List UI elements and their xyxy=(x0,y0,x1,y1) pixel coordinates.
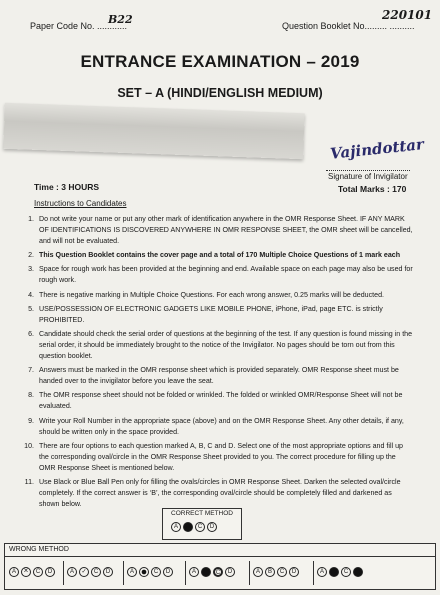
instruction-number: 3. xyxy=(28,265,34,274)
bubble-b-partial xyxy=(139,567,149,577)
seal-strip xyxy=(3,103,304,159)
bubble-c: C xyxy=(277,567,287,577)
divider xyxy=(5,556,435,557)
bubble-b-filled xyxy=(201,567,211,577)
question-booklet-label: Question Booklet No......... .......... xyxy=(282,21,415,31)
bubble-d: D xyxy=(289,567,299,577)
correct-method-box xyxy=(162,508,242,540)
wrong-method-label: WRONG METHOD xyxy=(9,546,69,553)
instruction-text: USE/POSSESSION OF ELECTRONIC GADGETS LIKE MOBILE PHONE, iPhone, iPad, page ETC. is strictly PROHIBITED. xyxy=(39,304,383,324)
bubble-a: A xyxy=(9,567,19,577)
bubble-d: D xyxy=(207,522,217,532)
instruction-number: 2. xyxy=(28,251,34,260)
bubble-a: A xyxy=(253,567,263,577)
exam-duration: Time : 3 HOURS xyxy=(34,182,100,192)
instruction-number: 1. xyxy=(28,215,34,223)
instruction-item xyxy=(18,365,414,387)
instruction-text: There are four options to each question marked A, B, C and D. Select one of the most appropriate options and fill up the corresponding oval/circle in the OMR Response Sheet provided to you. The correct procedure for filling up the OMR Response Sheet is mentioned below. xyxy=(39,441,403,472)
bubble-c: C xyxy=(91,567,101,577)
bubble-c: C xyxy=(341,567,351,577)
instruction-text: This Question Booklet contains the cover page and a total of 170 Multiple Choice Questions of 1 mark each xyxy=(39,251,401,260)
instruction-number: 4. xyxy=(28,290,34,299)
paper-code-value: B22 xyxy=(108,13,133,26)
correct-method-bubbles xyxy=(171,522,217,532)
bubble-b: B xyxy=(265,567,275,577)
bubble-a: A xyxy=(67,567,77,577)
instruction-item xyxy=(18,477,414,510)
bubble-d: D xyxy=(163,567,173,577)
paper-code-field xyxy=(30,13,133,31)
instruction-item xyxy=(18,290,414,301)
wrong-example-light xyxy=(249,561,314,585)
instruction-number: 8. xyxy=(28,391,34,400)
bubble-b-ticked: ✓ xyxy=(79,567,89,577)
instruction-number: 6. xyxy=(28,329,34,338)
question-booklet-value: 220101 xyxy=(382,8,433,22)
instruction-item xyxy=(18,304,414,326)
bubble-d: D xyxy=(45,567,55,577)
instruction-item xyxy=(18,390,414,412)
bubble-b-filled: B xyxy=(183,522,193,532)
instruction-item xyxy=(18,416,414,438)
instruction-item xyxy=(18,329,414,362)
instruction-text: Write your Roll Number in the appropriate space (above) and on the OMR Response Sheet. Any other details, if any, should be written only in the space provided. xyxy=(39,416,404,436)
instruction-text: Space for rough work has been provided at the beginning and end. Available space on each page may also be used for rough work. xyxy=(39,265,413,285)
bubble-c: C xyxy=(195,522,205,532)
bubble-a: A xyxy=(189,567,199,577)
instruction-number: 9. xyxy=(28,416,34,425)
bubble-a: A xyxy=(171,522,181,532)
instruction-text: Candidate should check the serial order of questions at the beginning of the test. If any question is found missing in the serial order, it should be immediately brought to the notice of the Invigilator. No pages should be torn out from this question booklet. xyxy=(39,329,413,360)
paper-code-label: Paper Code No. ............ xyxy=(30,21,128,31)
wrong-example-overfill xyxy=(313,561,435,585)
invigilator-signature: Vajindottar xyxy=(329,135,425,163)
page-subtitle: SET – A (HINDI/ENGLISH MEDIUM) xyxy=(117,86,323,100)
instructions-heading: Instructions to Candidates xyxy=(34,199,127,208)
bubble-c: C xyxy=(151,567,161,577)
bubble-d: D xyxy=(225,567,235,577)
total-marks: Total Marks : 170 xyxy=(338,184,407,194)
wrong-example-partial xyxy=(123,561,186,585)
wrong-example-cross xyxy=(5,561,64,585)
instruction-item xyxy=(18,441,414,474)
instruction-text: The OMR response sheet should not be folded or wrinkled. The folded or wrinkled OMR/Response Sheet will not be evaluated. xyxy=(39,391,403,411)
instruction-text: Use Black or Blue Ball Pen only for filling the ovals/circles in OMR Response Sheet. Darken the selected oval/circle completely. If the correct answer is ‘B’, the corresponding oval/circle should be completely filled and darkened as shown below. xyxy=(39,477,401,508)
bubble-a: A xyxy=(127,567,137,577)
correct-method-label: CORRECT METHOD xyxy=(171,510,233,517)
bubble-b-crossed xyxy=(21,567,31,577)
instruction-number: 7. xyxy=(28,366,34,375)
signature-label: Signature of Invigilator xyxy=(328,172,408,181)
instruction-text: There is negative marking in Multiple Choice Questions. For each wrong answer, 0.25 marks will be deducted. xyxy=(39,290,385,299)
instruction-item xyxy=(18,214,414,247)
instruction-number: 10. xyxy=(24,441,34,450)
question-booklet-field xyxy=(282,8,433,31)
instruction-item xyxy=(18,264,414,286)
instruction-text: Do not write your name or put any other mark of identification anywhere in the OMR Response Sheet. IF ANY MARK OF IDENTIFICATIONS IS DISCOVERED ANYWHERE IN OMR RESPONSE SHEET, the OMR sheet will be cancelled, and will not be evaluated. xyxy=(39,215,413,245)
bubble-d: D xyxy=(103,567,113,577)
bubble-d-filled xyxy=(353,567,363,577)
wrong-method-box xyxy=(4,543,436,590)
bubble-a: A xyxy=(317,567,327,577)
wrong-example-tick xyxy=(63,561,124,585)
bubble-c: C xyxy=(33,567,43,577)
instruction-number: 11. xyxy=(24,477,34,486)
instruction-number: 5. xyxy=(28,304,34,313)
signature-line xyxy=(326,170,410,171)
wrong-example-multiple xyxy=(185,561,250,585)
bubble-b-filled xyxy=(329,567,339,577)
instruction-item xyxy=(18,250,414,261)
bubble-c-bold: C xyxy=(213,567,223,577)
instructions-list xyxy=(18,214,414,513)
instruction-text: Answers must be marked in the OMR response sheet which is provided separately. OMR Response sheet must be handed over to the invigilator before you leave the seat. xyxy=(39,366,399,386)
page-title: ENTRANCE EXAMINATION – 2019 xyxy=(80,52,360,71)
